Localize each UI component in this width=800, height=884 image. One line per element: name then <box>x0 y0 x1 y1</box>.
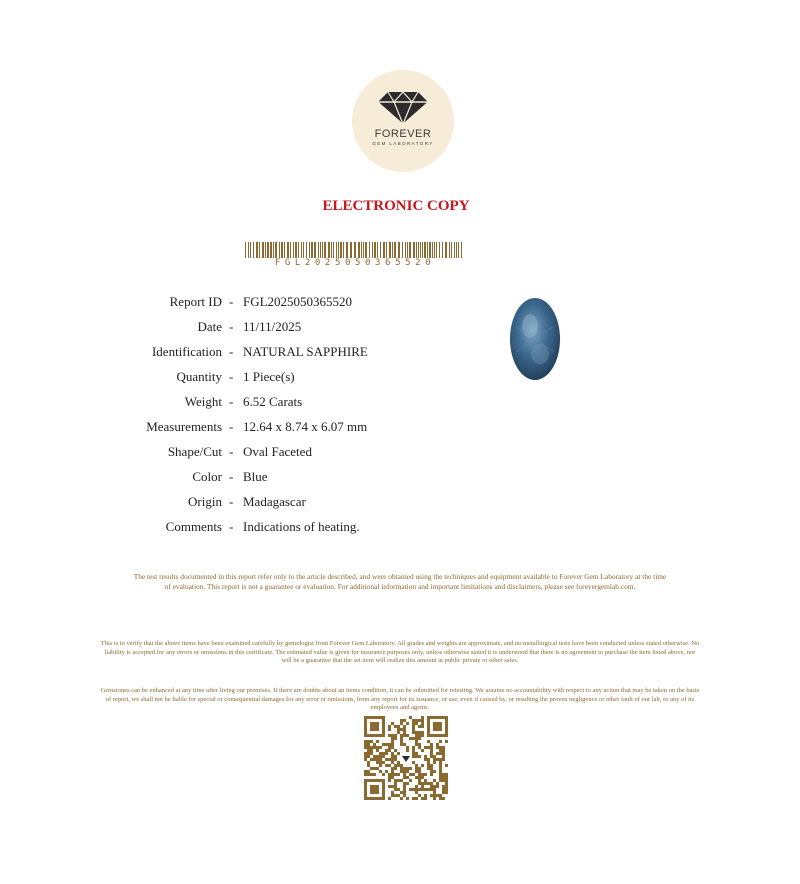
field-label: Identification <box>151 344 222 359</box>
field-row <box>0 519 600 539</box>
field-value: 1 Piece(s) <box>243 369 295 384</box>
field-label: Origin <box>188 494 222 509</box>
field-value: 12.64 x 8.74 x 6.07 mm <box>243 419 368 434</box>
field-separator: - <box>229 319 234 334</box>
field-value: Madagascar <box>243 494 306 509</box>
field-row <box>0 394 600 414</box>
field-label: Comments <box>165 519 222 534</box>
electronic-copy-heading: ELECTRONIC COPY <box>322 198 470 214</box>
field-row <box>0 419 600 439</box>
barcode <box>245 242 465 258</box>
field-value: NATURAL SAPPHIRE <box>243 344 368 359</box>
field-separator: - <box>229 369 234 384</box>
field-row <box>0 494 600 514</box>
field-label: Date <box>197 319 222 334</box>
field-label: Color <box>192 469 222 484</box>
field-label: Quantity <box>176 369 222 384</box>
enhancement-disclaimer: Gemstones can be enhanced at any time after living our premises. If there are doubts about an items condition, it can be submitted for retesting. We assume no accountability with respect to any action that may be taken on the basis of report, we shall not be liable for special or consequential damages for any error or omissions, from any report for its issuance, or use, even if caused by, or resulting the proven negligence or other fault of our lab, or any of its employees and agents. <box>100 687 700 712</box>
field-separator: - <box>229 519 234 534</box>
field-value: Oval Faceted <box>243 444 312 459</box>
logo-subtitle: GEM LABORATORY <box>372 141 434 146</box>
field-row <box>0 469 600 489</box>
field-label: Shape/Cut <box>167 444 222 459</box>
field-separator: - <box>229 419 234 434</box>
field-separator: - <box>229 394 234 409</box>
field-label: Measurements <box>146 419 222 434</box>
sapphire-image <box>508 296 562 382</box>
field-row <box>0 444 600 464</box>
field-separator: - <box>229 344 234 359</box>
results-disclaimer: The test results documented in this report refer only to the article described, and were obtained using the techniques and equipment available to Forever Gem Laboratory at the time of evaluation. This report is not a guarantee or evaluation. For additional information and important limitations and disclaimers, please see forevergemlab.com. <box>133 572 667 591</box>
field-label: Report ID <box>169 294 222 309</box>
field-value: 11/11/2025 <box>243 319 302 334</box>
field-separator: - <box>229 469 234 484</box>
lab-logo <box>352 70 454 172</box>
field-value: Indications of heating. <box>243 519 360 534</box>
field-separator: - <box>229 494 234 509</box>
field-separator: - <box>229 294 234 309</box>
field-value: 6.52 Carats <box>243 394 303 409</box>
barcode-text: FGL2025050365520 <box>274 258 436 268</box>
field-value: FGL2025050365520 <box>243 294 353 309</box>
diamond-icon <box>376 90 430 126</box>
logo-name: FOREVER <box>374 128 432 140</box>
verification-disclaimer: This is to verify that the above items have been examined carefully by gemologist from Forever Gem Laboratory. All grades and weights are approximate, and no metallurgical tests have been conducted unless stated otherwise. No liability is accepted for any errors or omissions in this certificate. The estimated value is given for insurance purposes only, unless otherwise stated it is understood that there is no agreement to purchase the item listed above, nor will be a guarantee that the set item will realize this amount at public private or other sales. <box>100 640 700 665</box>
qr-code <box>364 716 448 800</box>
field-value: Blue <box>243 469 268 484</box>
field-label: Weight <box>184 394 222 409</box>
field-separator: - <box>229 444 234 459</box>
